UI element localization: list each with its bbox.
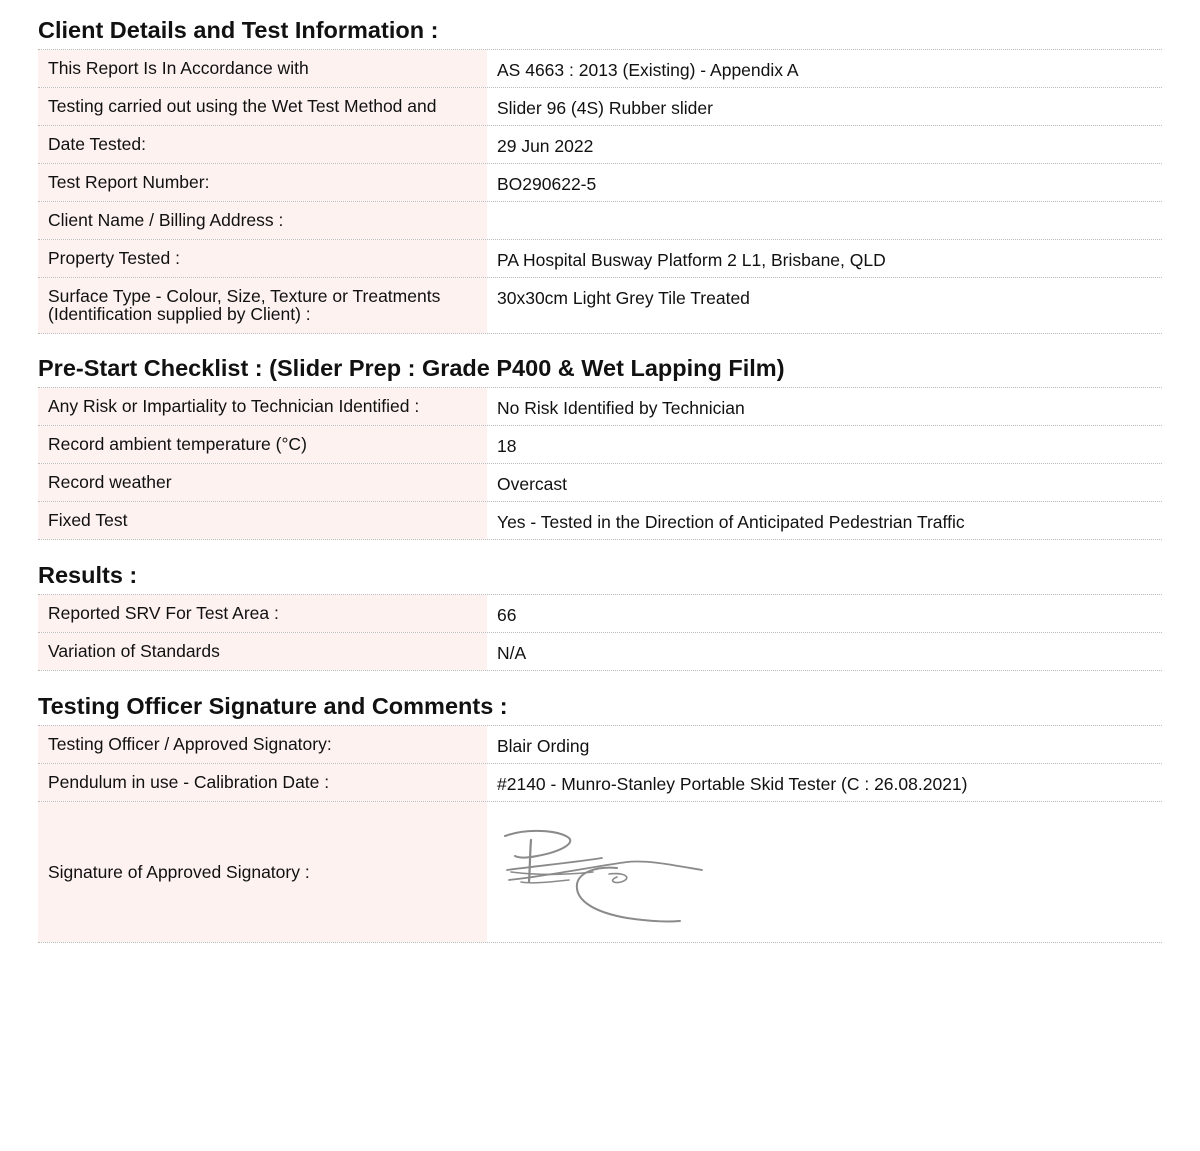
signature-table [38,725,1162,943]
row-label: Record weather [38,464,487,501]
table-row [38,464,1162,502]
row-value: BO290622-5 [497,174,597,194]
table-row [38,633,1162,671]
row-label: This Report Is In Accordance with [38,50,487,87]
row-value: 18 [497,436,517,456]
row-label: Testing Officer / Approved Signatory: [38,726,487,763]
row-label: Property Tested : [38,240,487,277]
row-value: Overcast [497,474,568,494]
row-value: 66 [497,605,517,625]
row-label: Test Report Number: [38,164,487,201]
signature-cell [487,802,1162,942]
section-title-client-details: Client Details and Test Information : [38,17,439,43]
row-label [38,278,487,333]
table-row [38,278,1162,334]
row-value: #2140 - Munro-Stanley Portable Skid Tester (C : 26.08.2021) [497,774,968,794]
table-row [38,240,1162,278]
signature-image [497,822,727,932]
row-label [38,802,487,942]
row-label: Variation of Standards [38,633,487,670]
section-title-results: Results : [38,562,138,588]
row-label: Reported SRV For Test Area : [38,595,487,632]
table-row [38,595,1162,633]
table-row [38,126,1162,164]
signature-label: Signature of Approved Signatory : [48,862,310,882]
table-row [38,50,1162,88]
table-row [38,202,1162,240]
table-row [38,502,1162,540]
row-label: Pendulum in use - Calibration Date : [38,764,487,801]
row-label: Record ambient temperature (°C) [38,426,487,463]
row-label-line: (Identification supplied by Client) : [48,304,311,324]
table-row [38,426,1162,464]
table-row [38,726,1162,764]
row-value: Yes - Tested in the Direction of Anticipated Pedestrian Traffic [497,512,965,532]
row-value: No Risk Identified by Technician [497,398,745,418]
row-label: Any Risk or Impartiality to Technician Identified : [38,388,487,425]
table-row [38,764,1162,802]
row-value: N/A [497,643,527,663]
row-value: 30x30cm Light Grey Tile Treated [497,288,750,308]
client-details-table [38,49,1162,334]
row-value: Slider 96 (4S) Rubber slider [497,98,713,118]
section-title-pre-start: Pre-Start Checklist : (Slider Prep : Grade P400 & Wet Lapping Film) [38,355,785,381]
row-value: 29 Jun 2022 [497,136,594,156]
row-value: PA Hospital Busway Platform 2 L1, Brisbane, QLD [497,250,886,270]
row-label: Testing carried out using the Wet Test Method and [38,88,487,125]
row-value: AS 4663 : 2013 (Existing) - Appendix A [497,60,799,80]
section-title-signature: Testing Officer Signature and Comments : [38,693,508,719]
table-row [38,164,1162,202]
row-label: Date Tested: [38,126,487,163]
row-label: Fixed Test [38,502,487,539]
row-value [487,202,1162,239]
table-row [38,388,1162,426]
table-row [38,802,1162,943]
pre-start-table [38,387,1162,540]
table-row [38,88,1162,126]
row-label: Client Name / Billing Address : [38,202,487,239]
row-label-line: Surface Type - Colour, Size, Texture or Treatments [48,286,441,306]
report-page [38,0,1162,943]
results-table [38,594,1162,671]
row-value: Blair Ording [497,736,590,756]
